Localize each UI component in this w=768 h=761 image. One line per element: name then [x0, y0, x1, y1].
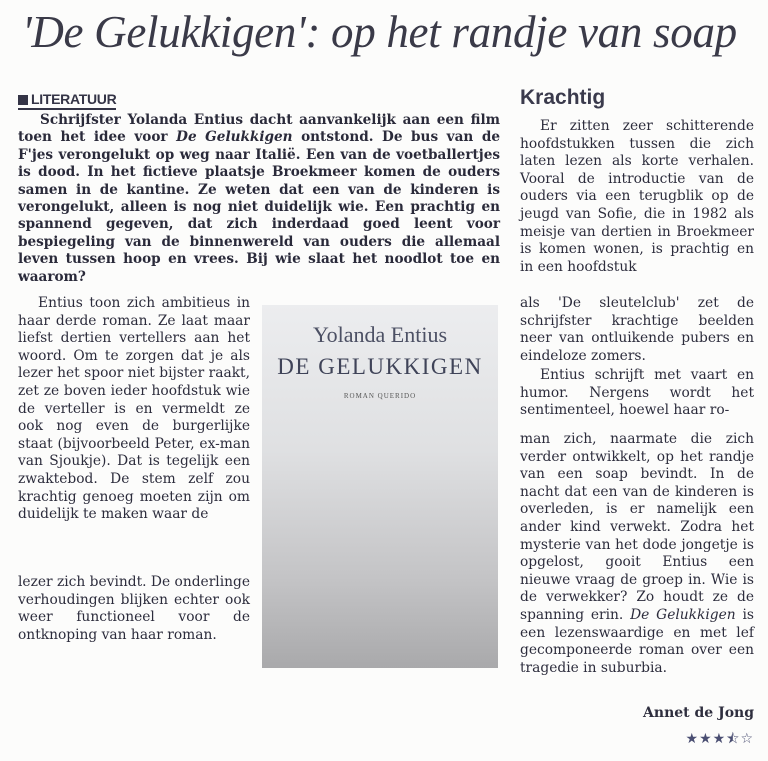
left-column-part-1: Entius toon zich ambitieus in haar derde roman. Ze laat maar liefst dertien vertellers aan het woord. Om te zorgen dat je als lezer het spoor niet bijster raakt, zet ze boven ieder hoofdstuk wie de verteller is en vermeldt ze ook nog even de burgerlijke staat (bijvoorbeeld Peter, ex-man van Sjoukje). Dat is tegelijk een zwaktebod. De stem zelf zou krachtig genoeg moeten zijn om duidelijk te maken waar de — [18, 295, 250, 523]
book-cover-image — [262, 305, 498, 668]
right-column-part-4 — [520, 431, 754, 677]
section-label — [18, 91, 116, 110]
right-column-part-1: Er zitten zeer schitterende hoofdstukken tussen die zich laten lezen als korte verhalen. Vooral de introductie van de ouders via een terugblik op de jeugd van Sofie, die in 1982 als meisje van dertien in Broekmeer is komen wonen, is prachtig en in een hoofdstuk — [520, 118, 754, 275]
section-label-text: LITERATUUR — [31, 91, 117, 107]
intro-paragraph — [18, 112, 500, 286]
intro-text-1: Schrijfster Yolanda Entius dacht aanvankelijk aan een film toen het idee voor — [18, 112, 500, 146]
intro-book-title: De Gelukkigen — [176, 129, 293, 146]
star-rating-icon: ★★★⯪☆ — [685, 731, 754, 747]
intro-text-2: ontstond. De bus van de F'jes verongelukt op weg naar Italië. Een van de voetballertjes is dood. In het fictieve plaatsje Broekmeer komen de ouders samen in de kantine. Ze weten dat een van de kinderen is verongelukt, alleen is nog niet duidelijk wie. Een prachtig en spannend gegeven, dat zich inderdaad goed leent voor bespiegeling van de binnenwereld van ouders die allemaal leven tussen hoop en vrees. Bij wie slaat het noodlot toe en waarom? — [18, 129, 500, 285]
right-column-part-3: Entius schrijft met vaart en humor. Nergens wordt het sentimenteel, hoewel haar ro- — [520, 367, 754, 419]
byline: Annet de Jong — [643, 705, 754, 721]
right-book-title: De Gelukkigen — [630, 606, 736, 623]
headline: 'De Gelukkigen': op het randje van soap — [22, 7, 737, 57]
left-column-part-2: lezer zich bevindt. De onderlinge verhoudingen blijken echter ook weer functioneel voor de ontknoping van haar roman. — [18, 574, 251, 643]
cover-author: Yolanda Entius — [312, 322, 448, 347]
cover-title: DE GELUKKIGEN — [277, 354, 483, 379]
right-text-b: is een lezenswaardige en met lef gecomponeerde roman over een tragedie in suburbia. — [520, 606, 754, 676]
right-text-a: man zich, naarmate die zich verder ontwikkelt, op het randje van een soap bevindt. In de nacht dat een van de kinderen is overleden, is er namelijk een ander kind verwekt. Zodra het mysterie van het dode jongetje is opgelost, gooit Entius een nieuwe vraag de groep in. Wie is de verwekker? Zo houdt ze de spanning erin. — [520, 431, 754, 623]
right-column-part-2: als 'De sleutelclub' zet de schrijfster krachtige beelden neer van ontluikende pubers en eindeloze zomers. — [520, 295, 754, 364]
square-bullet-icon — [18, 95, 28, 105]
cover-publisher: ROMAN QUERIDO — [343, 392, 417, 400]
subheading: Krachtig — [520, 86, 606, 109]
